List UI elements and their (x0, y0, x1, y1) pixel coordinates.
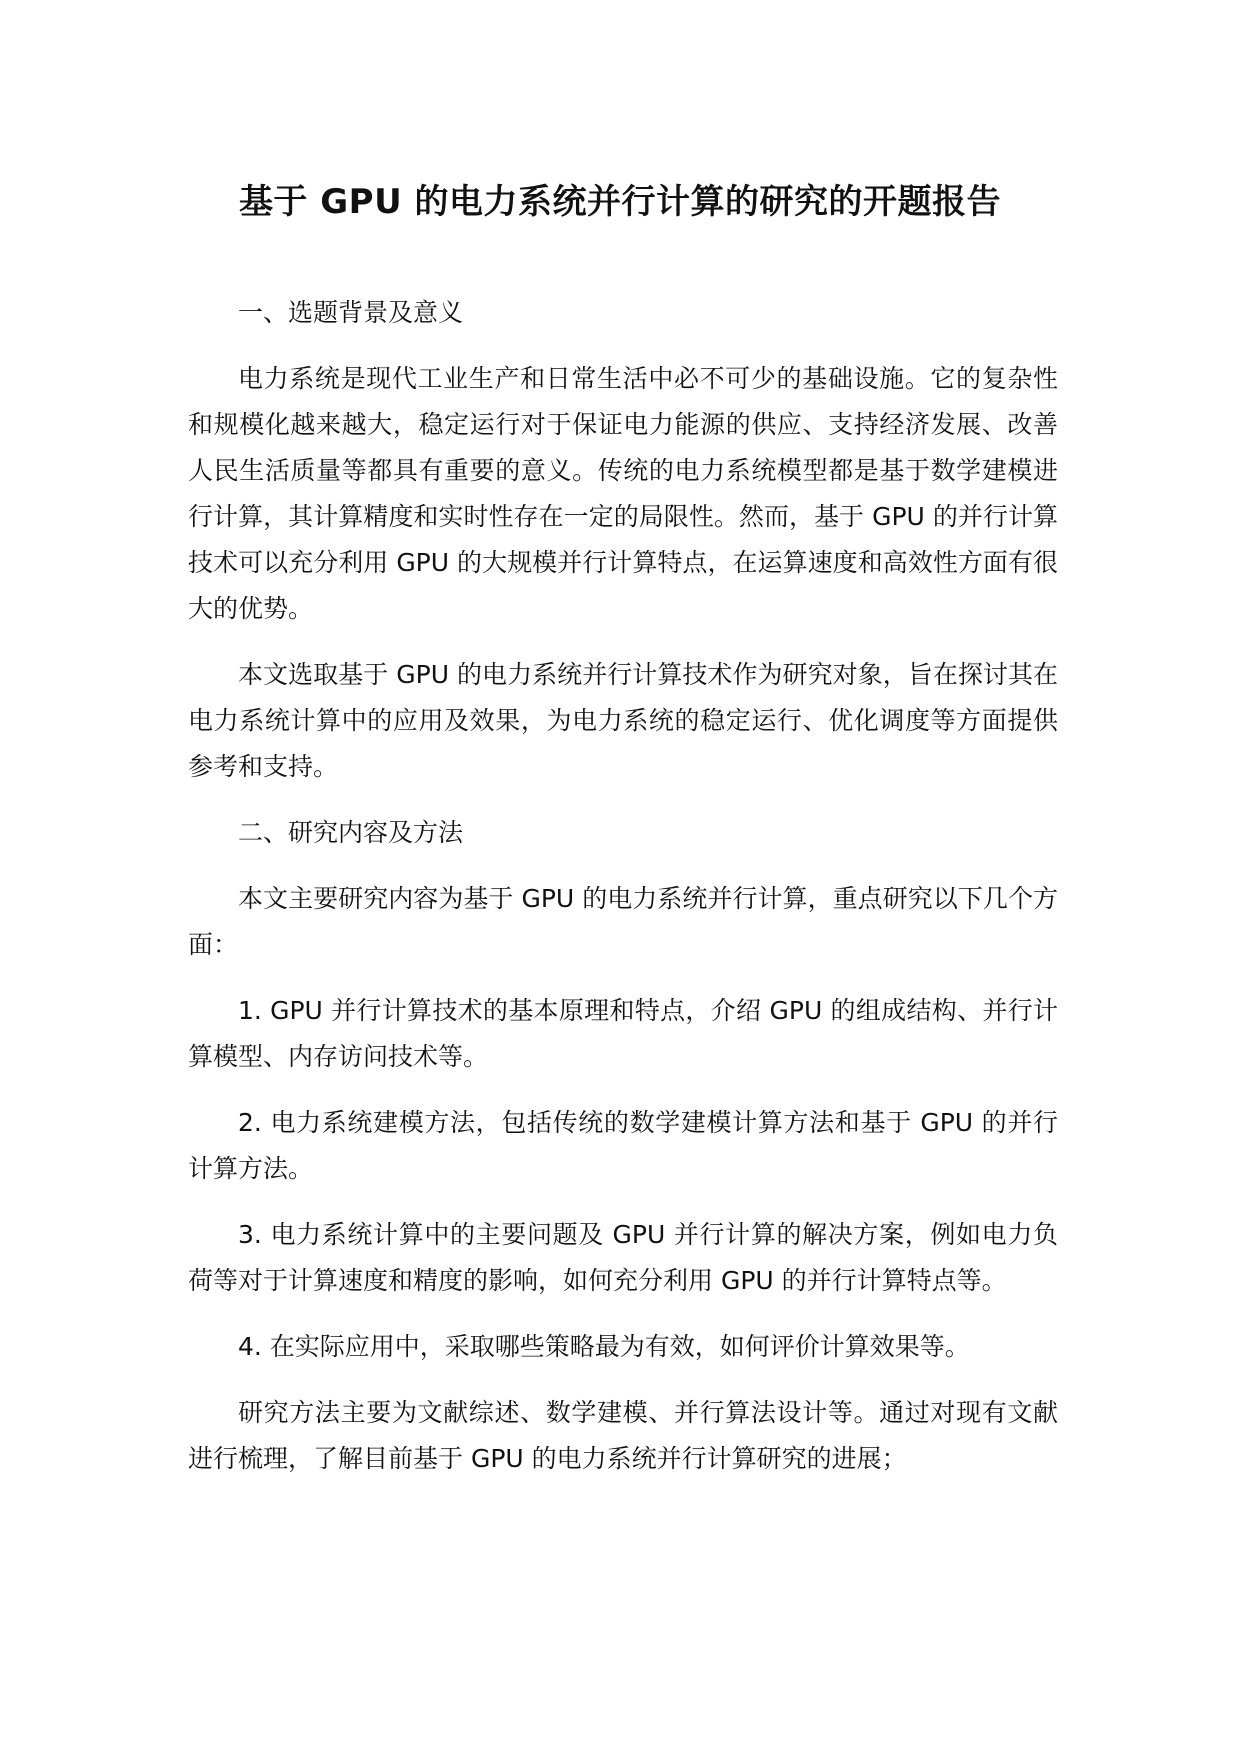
section-heading-content-methods: 二、研究内容及方法 (238, 818, 464, 847)
paragraph-research-content: 本文主要研究内容为基于 GPU 的电力系统并行计算，重点研究以下几个方面： (188, 884, 1058, 959)
paragraph-objective: 本文选取基于 GPU 的电力系统并行计算技术作为研究对象，旨在探讨其在电力系统计算中的应用及效果，为电力系统的稳定运行、优化调度等方面提供参考和支持。 (188, 660, 1058, 781)
list-item-3: 3. 电力系统计算中的主要问题及 GPU 并行计算的解决方案，例如电力负荷等对于计算速度和精度的影响，如何充分利用 GPU 的并行计算特点等。 (188, 1220, 1058, 1295)
list-item-4: 4. 在实际应用中，采取哪些策略最为有效，如何评价计算效果等。 (238, 1332, 970, 1361)
list-item-2: 2. 电力系统建模方法，包括传统的数学建模计算方法和基于 GPU 的并行计算方法。 (188, 1108, 1058, 1183)
document-body (188, 290, 1058, 1502)
paragraph-methods: 研究方法主要为文献综述、数学建模、并行算法设计等。通过对现有文献进行梳理，了解目前基于 GPU 的电力系统并行计算研究的进展； (188, 1398, 1058, 1473)
section-heading-background: 一、选题背景及意义 (238, 298, 464, 327)
document-title: 基于 GPU 的电力系统并行计算的研究的开题报告 (238, 182, 1002, 222)
list-item-1: 1. GPU 并行计算技术的基本原理和特点，介绍 GPU 的组成结构、并行计算模型、内存访问技术等。 (188, 996, 1058, 1071)
paragraph-background: 电力系统是现代工业生产和日常生活中必不可少的基础设施。它的复杂性和规模化越来越大，稳定运行对于保证电力能源的供应、支持经济发展、改善人民生活质量等都具有重要的意义。传统的电力系统模型都是基于数学建模进行计算，其计算精度和实时性存在一定的局限性。然而，基于 GPU 的并行计算技术可以充分利用 GPU 的大规模并行计算特点，在运算速度和高效性方面有很大的优势。 (188, 364, 1058, 623)
